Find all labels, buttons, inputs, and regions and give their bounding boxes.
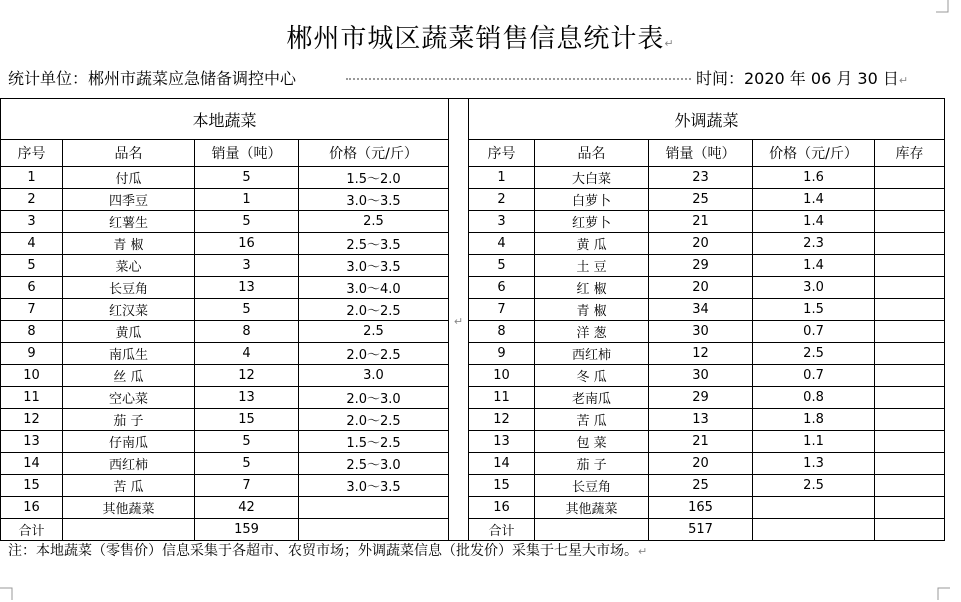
external-name-cell: 黄 瓜 (535, 233, 649, 255)
table-row (1, 431, 945, 453)
local-volume-cell: 4 (195, 343, 299, 365)
total-label-cell: 合计 (1, 519, 63, 541)
local-name-cell: 茄 子 (63, 409, 195, 431)
external-price-cell: 2.3 (753, 233, 875, 255)
local-seq-cell: 16 (1, 497, 63, 519)
external-volume-cell: 34 (649, 299, 753, 321)
local-volume-cell: 1 (195, 189, 299, 211)
external-volume-cell: 25 (649, 189, 753, 211)
local-volume-cell: 12 (195, 365, 299, 387)
external-volume-cell: 20 (649, 233, 753, 255)
external-name-cell: 红 椒 (535, 277, 649, 299)
external-name-cell: 大白菜 (535, 167, 649, 189)
external-volume-cell: 165 (649, 497, 753, 519)
external-volume-cell: 30 (649, 365, 753, 387)
table-row (1, 233, 945, 255)
external-price-cell: 2.5 (753, 343, 875, 365)
local-volume-cell: 16 (195, 233, 299, 255)
local-name-cell: 四季豆 (63, 189, 195, 211)
local-price-cell: 2.0～3.0 (299, 387, 449, 409)
local-name-cell: 红薯生 (63, 211, 195, 233)
local-name-cell: 西红柿 (63, 453, 195, 475)
external-stock-cell (875, 277, 945, 299)
external-name-cell: 白萝卜 (535, 189, 649, 211)
external-seq-cell: 13 (469, 431, 535, 453)
total-external-volume-cell: 517 (649, 519, 753, 541)
crop-mark-bottom-right (936, 586, 950, 600)
external-name-cell: 青 椒 (535, 299, 649, 321)
local-volume-cell: 42 (195, 497, 299, 519)
local-price-cell: 3.0～4.0 (299, 277, 449, 299)
external-price-cell: 1.4 (753, 211, 875, 233)
external-price-cell: 1.1 (753, 431, 875, 453)
external-price-cell: 1.5 (753, 299, 875, 321)
table-row (1, 189, 945, 211)
crop-mark-bottom-left (0, 586, 14, 600)
crop-mark-top-right (936, 0, 950, 14)
external-seq-cell: 8 (469, 321, 535, 343)
local-name-cell: 丝 瓜 (63, 365, 195, 387)
col-header-name: 品名 (535, 140, 649, 167)
external-stock-cell (875, 475, 945, 497)
external-name-cell: 冬 瓜 (535, 365, 649, 387)
local-price-cell: 3.0～3.5 (299, 475, 449, 497)
page-title: 郴州市城区蔬菜销售信息统计表↵ (286, 24, 675, 54)
external-volume-cell: 30 (649, 321, 753, 343)
paragraph-mark-icon: ↵ (898, 74, 909, 87)
local-seq-cell: 12 (1, 409, 63, 431)
local-price-cell: 2.5 (299, 211, 449, 233)
separator-column: ↵ (449, 99, 469, 541)
local-name-cell: 南瓜生 (63, 343, 195, 365)
local-seq-cell: 3 (1, 211, 63, 233)
external-stock-cell (875, 431, 945, 453)
local-price-cell: 2.0～2.5 (299, 299, 449, 321)
external-name-cell: 土 豆 (535, 255, 649, 277)
external-price-cell: 1.3 (753, 453, 875, 475)
col-header-name: 品名 (63, 140, 195, 167)
dotted-leader (346, 78, 691, 80)
local-volume-cell: 15 (195, 409, 299, 431)
external-price-cell: 2.5 (753, 475, 875, 497)
report-date: 时间：2020 年 06 月 30 日↵ (696, 69, 909, 88)
local-seq-cell: 14 (1, 453, 63, 475)
external-price-cell: 1.8 (753, 409, 875, 431)
local-seq-cell: 5 (1, 255, 63, 277)
external-stock-cell (875, 211, 945, 233)
local-volume-cell: 5 (195, 431, 299, 453)
total-name-cell (535, 519, 649, 541)
group-header-row (1, 99, 945, 140)
external-group-header: 外调蔬菜 (469, 99, 945, 140)
col-header-volume: 销量（吨） (195, 140, 299, 167)
external-seq-cell: 7 (469, 299, 535, 321)
table-row (1, 343, 945, 365)
local-name-cell: 付瓜 (63, 167, 195, 189)
external-volume-cell: 29 (649, 255, 753, 277)
external-seq-cell: 11 (469, 387, 535, 409)
total-label-cell: 合计 (469, 519, 535, 541)
local-name-cell: 长豆角 (63, 277, 195, 299)
external-stock-cell (875, 299, 945, 321)
col-header-stock: 库存 (875, 140, 945, 167)
external-price-cell: 0.7 (753, 365, 875, 387)
vegetable-sales-table (0, 98, 945, 541)
external-stock-cell (875, 189, 945, 211)
total-local-volume-cell: 159 (195, 519, 299, 541)
local-seq-cell: 2 (1, 189, 63, 211)
external-seq-cell: 4 (469, 233, 535, 255)
external-seq-cell: 2 (469, 189, 535, 211)
local-name-cell: 红汉菜 (63, 299, 195, 321)
local-name-cell: 菜心 (63, 255, 195, 277)
table-row (1, 321, 945, 343)
local-price-cell: 2.0～2.5 (299, 409, 449, 431)
external-seq-cell: 14 (469, 453, 535, 475)
external-stock-cell (875, 387, 945, 409)
external-price-cell: 3.0 (753, 277, 875, 299)
local-price-cell: 1.5～2.5 (299, 431, 449, 453)
external-seq-cell: 16 (469, 497, 535, 519)
footnote: 注：本地蔬菜（零售价）信息采集于各超市、农贸市场；外调蔬菜信息（批发价）采集于七星大市场。↵ (8, 543, 648, 559)
external-seq-cell: 3 (469, 211, 535, 233)
external-volume-cell: 23 (649, 167, 753, 189)
local-name-cell: 青 椒 (63, 233, 195, 255)
external-price-cell: 0.7 (753, 321, 875, 343)
external-name-cell: 包 菜 (535, 431, 649, 453)
external-stock-cell (875, 365, 945, 387)
statistics-unit: 统计单位：郴州市蔬菜应急储备调控中心 (8, 69, 297, 88)
table-row (1, 387, 945, 409)
table-row (1, 497, 945, 519)
external-stock-cell (875, 497, 945, 519)
external-price-cell: 1.4 (753, 255, 875, 277)
local-volume-cell: 13 (195, 277, 299, 299)
external-price-cell (753, 497, 875, 519)
local-seq-cell: 15 (1, 475, 63, 497)
local-price-cell: 2.5～3.0 (299, 453, 449, 475)
external-name-cell: 其他蔬菜 (535, 497, 649, 519)
external-name-cell: 洋 葱 (535, 321, 649, 343)
local-name-cell: 仔南瓜 (63, 431, 195, 453)
total-price-cell (299, 519, 449, 541)
external-volume-cell: 20 (649, 453, 753, 475)
local-volume-cell: 5 (195, 167, 299, 189)
local-volume-cell: 5 (195, 211, 299, 233)
table-row (1, 167, 945, 189)
external-stock-cell (875, 321, 945, 343)
col-header-price: 价格（元/斤） (753, 140, 875, 167)
table-row (1, 299, 945, 321)
external-seq-cell: 6 (469, 277, 535, 299)
table-row (1, 453, 945, 475)
local-volume-cell: 5 (195, 453, 299, 475)
external-volume-cell: 13 (649, 409, 753, 431)
external-volume-cell: 12 (649, 343, 753, 365)
local-name-cell: 其他蔬菜 (63, 497, 195, 519)
local-volume-cell: 8 (195, 321, 299, 343)
local-seq-cell: 8 (1, 321, 63, 343)
total-name-cell (63, 519, 195, 541)
external-name-cell: 长豆角 (535, 475, 649, 497)
local-price-cell: 2.0～2.5 (299, 343, 449, 365)
external-name-cell: 红萝卜 (535, 211, 649, 233)
external-seq-cell: 9 (469, 343, 535, 365)
local-group-header: 本地蔬菜 (1, 99, 449, 140)
external-seq-cell: 1 (469, 167, 535, 189)
local-seq-cell: 1 (1, 167, 63, 189)
local-seq-cell: 7 (1, 299, 63, 321)
external-stock-cell (875, 167, 945, 189)
external-stock-cell (875, 233, 945, 255)
external-stock-cell (875, 409, 945, 431)
external-seq-cell: 5 (469, 255, 535, 277)
table-row (1, 475, 945, 497)
table-row (1, 255, 945, 277)
local-price-cell (299, 497, 449, 519)
external-seq-cell: 10 (469, 365, 535, 387)
table-row (1, 409, 945, 431)
table-row (1, 277, 945, 299)
external-volume-cell: 21 (649, 431, 753, 453)
local-price-cell: 2.5～3.5 (299, 233, 449, 255)
paragraph-mark-icon: ↵ (638, 545, 648, 558)
local-volume-cell: 7 (195, 475, 299, 497)
local-seq-cell: 13 (1, 431, 63, 453)
local-price-cell: 3.0～3.5 (299, 189, 449, 211)
external-seq-cell: 15 (469, 475, 535, 497)
local-name-cell: 苦 瓜 (63, 475, 195, 497)
external-stock-cell (875, 255, 945, 277)
local-price-cell: 3.0 (299, 365, 449, 387)
external-name-cell: 茄 子 (535, 453, 649, 475)
local-volume-cell: 5 (195, 299, 299, 321)
col-header-seq: 序号 (1, 140, 63, 167)
local-price-cell: 1.5～2.0 (299, 167, 449, 189)
external-name-cell: 老南瓜 (535, 387, 649, 409)
local-seq-cell: 9 (1, 343, 63, 365)
external-volume-cell: 21 (649, 211, 753, 233)
external-stock-cell (875, 453, 945, 475)
totals-row (1, 519, 945, 541)
local-seq-cell: 6 (1, 277, 63, 299)
local-price-cell: 2.5 (299, 321, 449, 343)
local-price-cell: 3.0～3.5 (299, 255, 449, 277)
local-seq-cell: 10 (1, 365, 63, 387)
col-header-seq: 序号 (469, 140, 535, 167)
external-volume-cell: 29 (649, 387, 753, 409)
external-volume-cell: 25 (649, 475, 753, 497)
total-price-cell (753, 519, 875, 541)
paragraph-mark-icon: ↵ (664, 37, 675, 50)
external-stock-cell (875, 343, 945, 365)
external-volume-cell: 20 (649, 277, 753, 299)
table-row (1, 211, 945, 233)
external-price-cell: 1.6 (753, 167, 875, 189)
total-stock-cell (875, 519, 945, 541)
col-header-price: 价格（元/斤） (299, 140, 449, 167)
external-name-cell: 苦 瓜 (535, 409, 649, 431)
local-volume-cell: 3 (195, 255, 299, 277)
external-seq-cell: 12 (469, 409, 535, 431)
local-name-cell: 空心菜 (63, 387, 195, 409)
external-price-cell: 1.4 (753, 189, 875, 211)
table-row (1, 365, 945, 387)
local-volume-cell: 13 (195, 387, 299, 409)
column-header-row (1, 140, 945, 167)
col-header-volume: 销量（吨） (649, 140, 753, 167)
external-price-cell: 0.8 (753, 387, 875, 409)
external-name-cell: 西红柿 (535, 343, 649, 365)
local-name-cell: 黄瓜 (63, 321, 195, 343)
local-seq-cell: 4 (1, 233, 63, 255)
local-seq-cell: 11 (1, 387, 63, 409)
